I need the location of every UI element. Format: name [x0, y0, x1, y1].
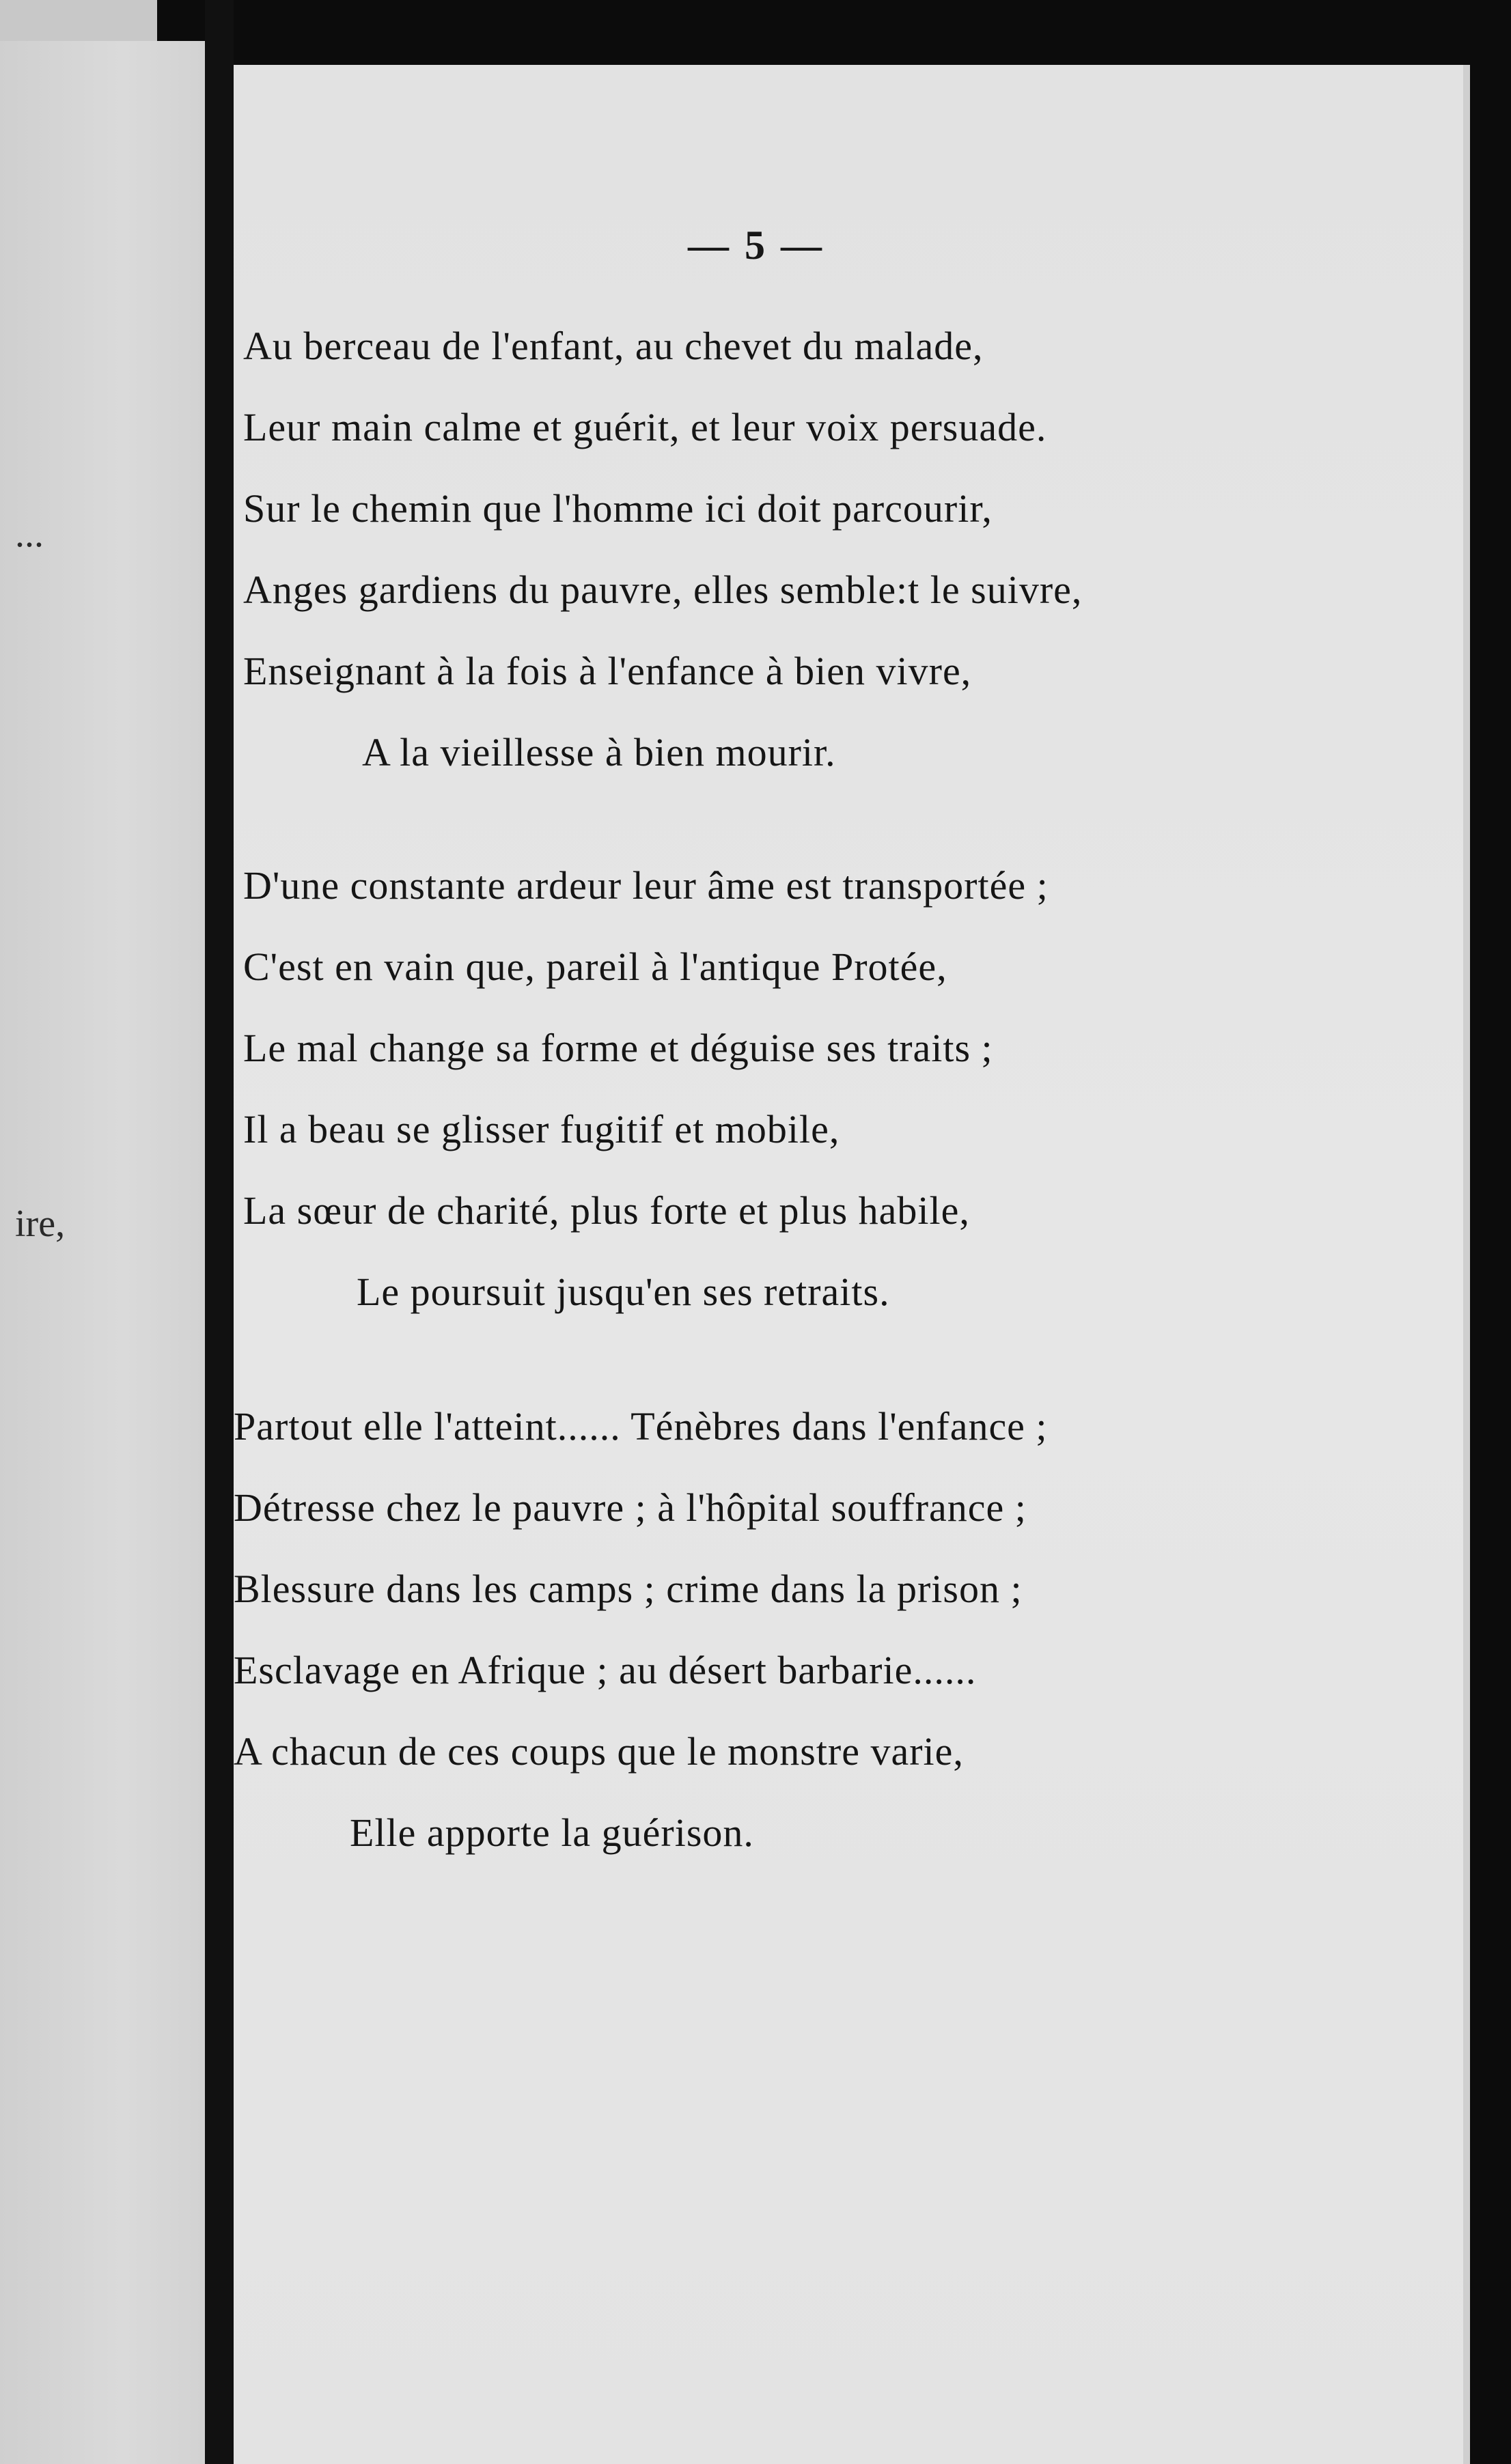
verse-line: Le poursuit jusqu'en ses retraits. — [357, 1270, 890, 1314]
book-gutter — [205, 0, 234, 2464]
verse-line: Au berceau de l'enfant, au chevet du malade, — [243, 324, 984, 368]
book-page — [234, 65, 1470, 2464]
verse-line: Il a beau se glisser fugitif et mobile, — [243, 1107, 840, 1151]
verse-line: A la vieillesse à bien mourir. — [362, 730, 836, 774]
verse-line: Anges gardiens du pauvre, elles semble:t le suivre, — [243, 568, 1083, 612]
previous-page-fragment — [0, 41, 205, 2464]
previous-page-text: ... — [15, 513, 44, 555]
page-edge — [1463, 65, 1470, 2464]
verse-line: D'une constante ardeur leur âme est transportée ; — [243, 863, 1049, 908]
verse-line: A chacun de ces coups que le monstre varie, — [234, 1729, 964, 1774]
page-number: — 5 — — [688, 223, 824, 268]
verse-line: Le mal change sa forme et déguise ses traits ; — [243, 1026, 993, 1070]
previous-page-text: ire, — [15, 1203, 66, 1245]
verse-line: Esclavage en Afrique ; au désert barbarie...... — [234, 1648, 977, 1692]
verse-line: La sœur de charité, plus forte et plus habile, — [243, 1188, 970, 1233]
verse-line: Elle apporte la guérison. — [350, 1810, 754, 1855]
verse-line: Leur main calme et guérit, et leur voix persuade. — [243, 405, 1047, 449]
verse-line: C'est en vain que, pareil à l'antique Protée, — [243, 944, 947, 989]
verse-line: Sur le chemin que l'homme ici doit parcourir, — [243, 486, 993, 531]
verse-line: Détresse chez le pauvre ; à l'hôpital souffrance ; — [234, 1485, 1027, 1530]
verse-line: Blessure dans les camps ; crime dans la prison ; — [234, 1567, 1023, 1611]
verse-line: Partout elle l'atteint...... Ténèbres dans l'enfance ; — [234, 1404, 1048, 1448]
verse-line: Enseignant à la fois à l'enfance à bien vivre, — [243, 649, 972, 693]
